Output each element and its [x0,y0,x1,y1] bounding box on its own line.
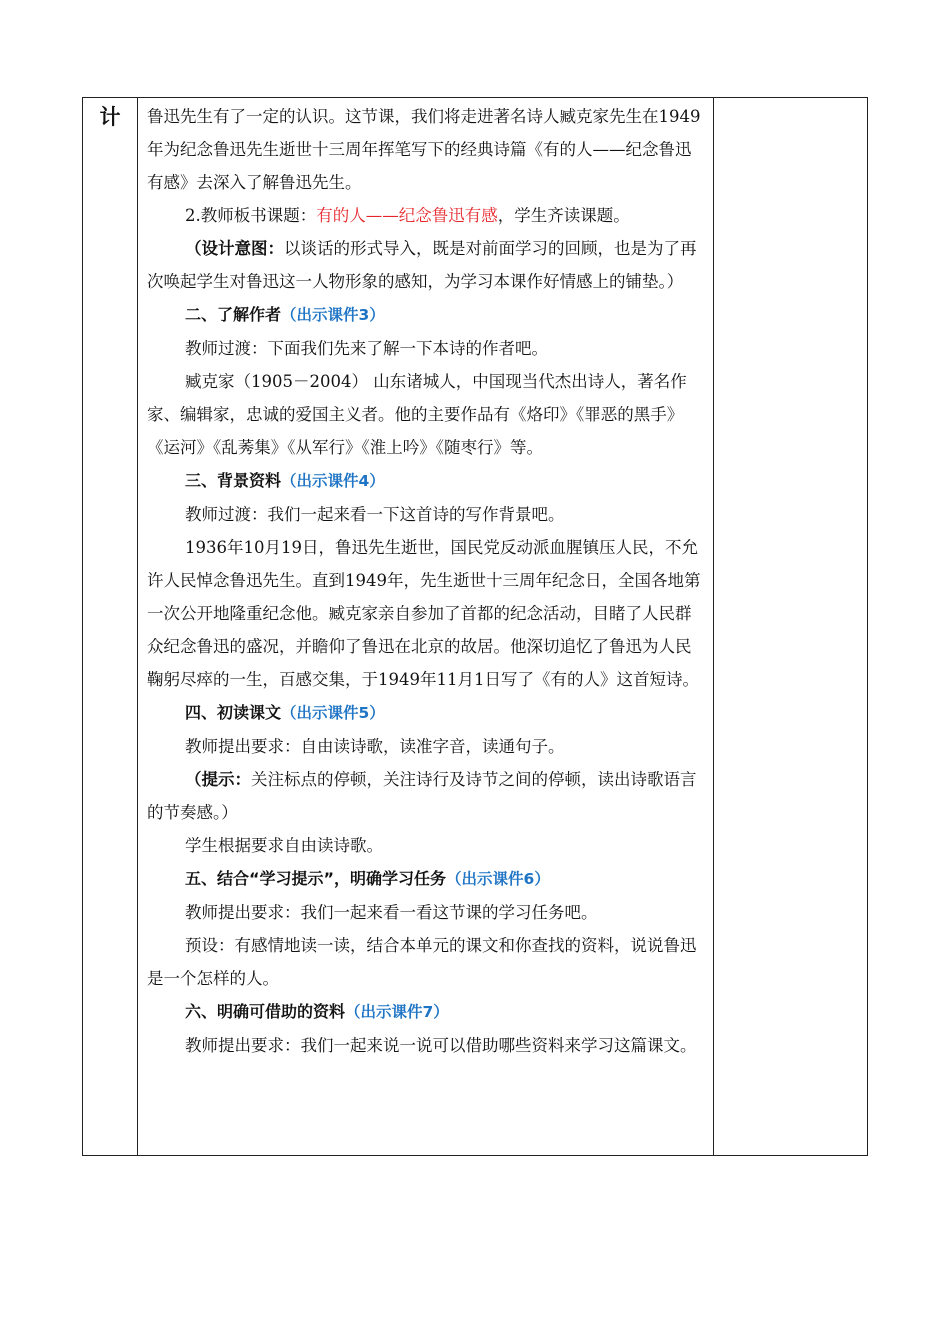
column-divider-right [713,98,714,1155]
heading-first-reading: 四、初读课文（出示课件5） [185,703,385,722]
paragraph-students-read: 学生根据要求自由读诗歌。 [185,836,383,855]
heading-resources: 六、明确可借助的资料（出示课件7） [185,1002,449,1021]
paragraph-resources-requirement: 教师提出要求：我们一起来说一说可以借助哪些资料来学习这篇课文。 [185,1036,697,1055]
heading-background: 三、背景资料（出示课件4） [185,471,385,490]
paragraph-author-bio: 臧克家（1905－2004） 山东诸城人，中国现当代杰出诗人，著名作家、编辑家，忠诚的爱国主义者。他的主要作品有《烙印》《罪恶的黑手》《运河》《乱莠集》《从军行》《淮上吟》《随枣行》等。 [147,372,687,457]
paragraph-blackboard-title: 2.教师板书课题：有的人——纪念鲁迅有感，学生齐读课题。 [185,206,630,225]
heading-author: 二、了解作者（出示课件3） [185,305,385,324]
courseware-note: （出示课件5） [281,704,385,722]
column-divider-left [137,98,138,1155]
paragraph-task-requirement: 教师提出要求：我们一起来看一看这节课的学习任务吧。 [185,903,598,922]
paragraph-hint: （提示：关注标点的停顿，关注诗行及诗节之间的停顿，读出诗歌语言的节奏感。） [147,770,697,822]
paragraph-preset: 预设：有感情地读一读，结合本单元的课文和你查找的资料，说说鲁迅是一个怎样的人。 [147,936,697,988]
paragraph-intro: 鲁迅先生有了一定的认识。这节课，我们将走进著名诗人臧克家先生在1949年为纪念鲁迅先生逝世十三周年挥笔写下的经典诗篇《有的人——纪念鲁迅有感》去深入了解鲁迅先生。 [147,107,701,192]
courseware-note: （出示课件7） [345,1003,449,1021]
paragraph-reading-requirement: 教师提出要求：自由读诗歌，读准字音，读通句子。 [185,737,565,756]
courseware-note: （出示课件6） [446,870,550,888]
paragraph-transition-author: 教师过渡：下面我们先来了解一下本诗的作者吧。 [185,339,548,358]
lesson-content [147,100,705,1062]
lesson-title-red: 有的人——纪念鲁迅有感 [316,206,498,225]
section-label: 计 [99,105,121,129]
paragraph-design-intent: （设计意图：以谈话的形式导入，既是对前面学习的回顾，也是为了再次唤起学生对鲁迅这一人物形象的感知，为学习本课作好情感上的铺垫。） [147,239,697,291]
paragraph-transition-background: 教师过渡：我们一起来看一下这首诗的写作背景吧。 [185,505,565,524]
lesson-plan-table [82,97,868,1156]
paragraph-background: 1936年10月19日，鲁迅先生逝世，国民党反动派血腥镇压人民，不允许人民悼念鲁迅先生。直到1949年，先生逝世十三周年纪念日，全国各地第一次公开地隆重纪念他。臧克家亲自参加了首都的纪念活动，目睹了人民群众纪念鲁迅的盛况，并瞻仰了鲁迅在北京的故居。他深切追忆了鲁迅为人民鞠躬尽瘁的一生，百感交集，于1949年11月1日写了《有的人》这首短诗。 [147,538,701,689]
heading-learning-tasks: 五、结合“学习提示”，明确学习任务（出示课件6） [185,869,550,888]
courseware-note: （出示课件4） [281,472,385,490]
courseware-note: （出示课件3） [281,306,385,324]
